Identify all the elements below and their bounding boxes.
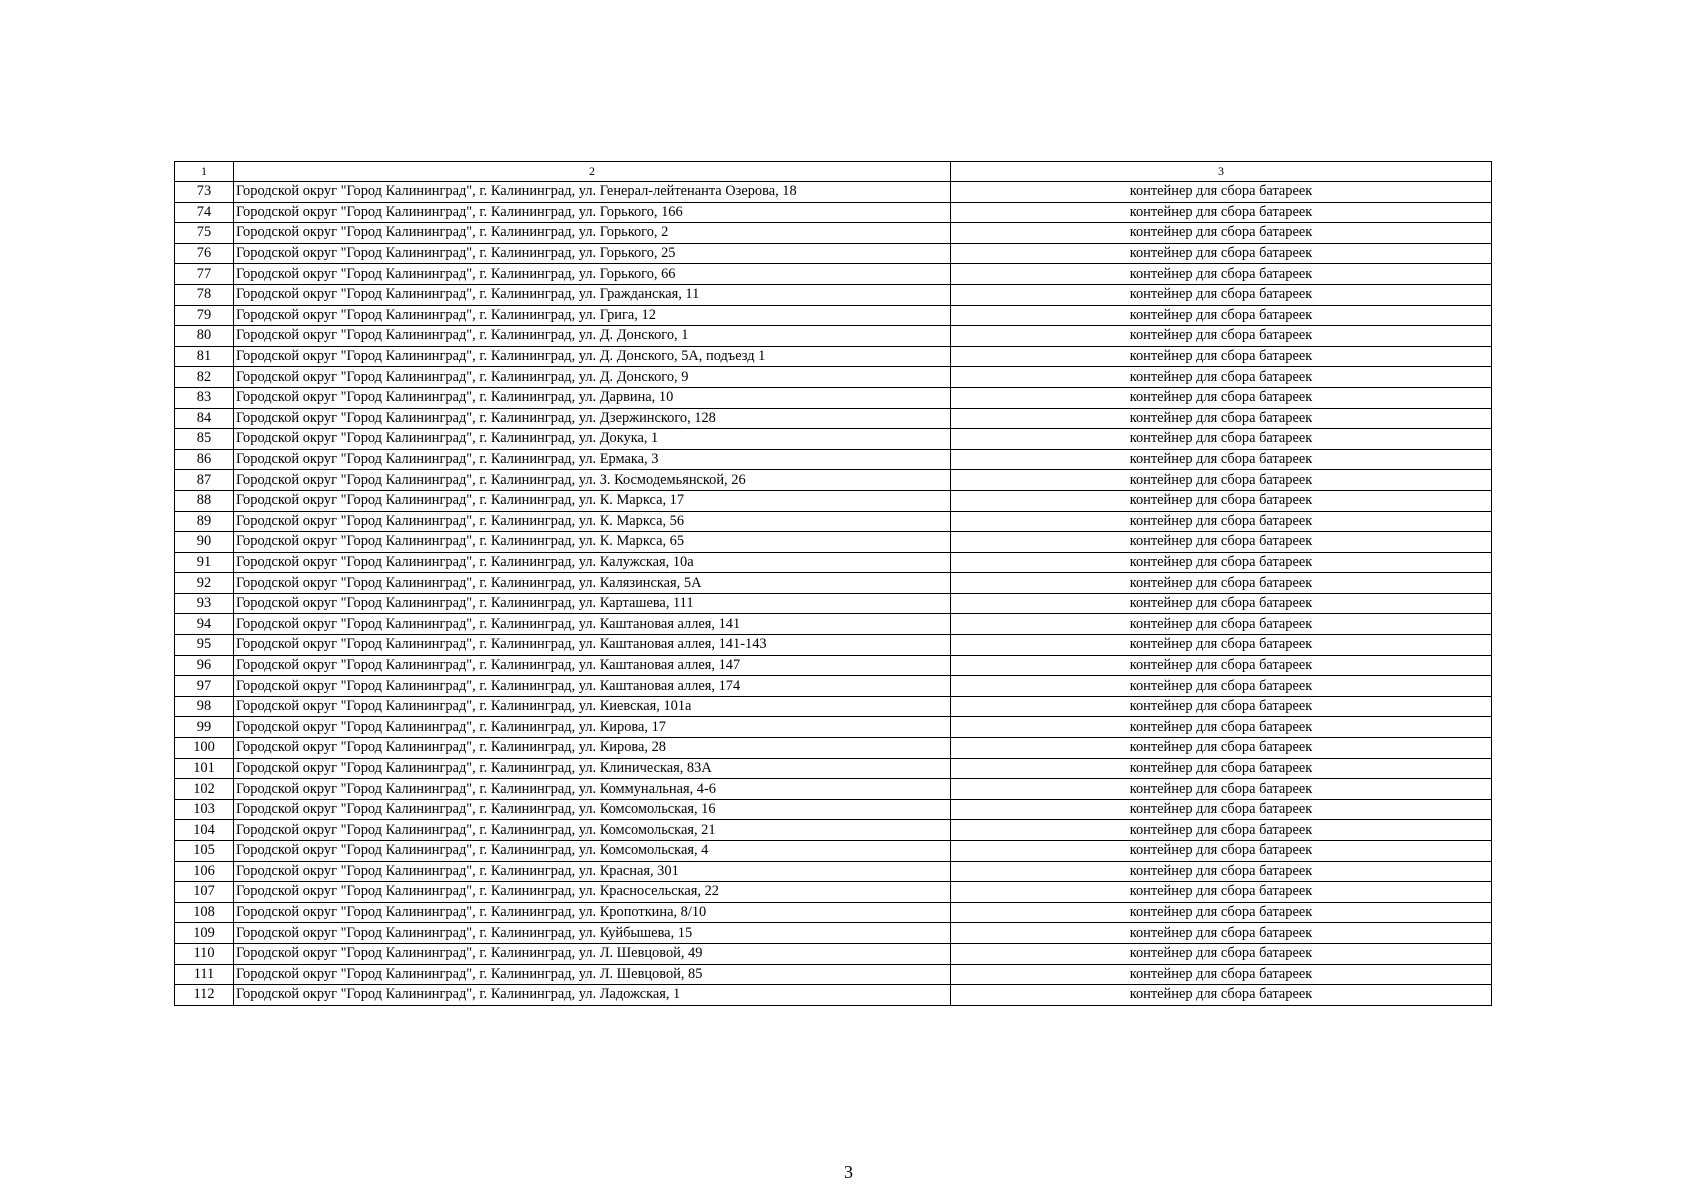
address-cell: Городской округ "Город Калининград", г. Калининград, ул. Ермака, 3 [234,449,951,470]
collection-points-table [174,161,1492,1006]
table-row [175,841,1492,862]
table-row [175,532,1492,553]
object-type-cell: контейнер для сбора батареек [951,696,1492,717]
table-row [175,326,1492,347]
object-type-cell: контейнер для сбора батареек [951,470,1492,491]
object-type-cell: контейнер для сбора батареек [951,902,1492,923]
table-row [175,985,1492,1006]
object-type-cell: контейнер для сбора батареек [951,490,1492,511]
row-number-cell: 101 [175,758,234,779]
row-number-cell: 86 [175,449,234,470]
object-type-cell: контейнер для сбора батареек [951,799,1492,820]
table-row [175,635,1492,656]
row-number-cell: 74 [175,202,234,223]
object-type-cell: контейнер для сбора батареек [951,593,1492,614]
address-cell: Городской округ "Город Калининград", г. Калининград, ул. Д. Донского, 9 [234,367,951,388]
table-row [175,552,1492,573]
address-cell: Городской округ "Город Калининград", г. Калининград, ул. Комсомольская, 4 [234,841,951,862]
object-type-cell: контейнер для сбора батареек [951,758,1492,779]
address-cell: Городской округ "Город Калининград", г. Калининград, ул. Кирова, 17 [234,717,951,738]
address-cell: Городской округ "Город Калининград", г. Калининград, ул. Каштановая аллея, 141-143 [234,635,951,656]
object-type-cell: контейнер для сбора батареек [951,923,1492,944]
address-cell: Городской округ "Город Калининград", г. Калининград, ул. Ладожская, 1 [234,985,951,1006]
object-type-cell: контейнер для сбора батареек [951,243,1492,264]
object-type-cell: контейнер для сбора батареек [951,387,1492,408]
object-type-cell: контейнер для сбора батареек [951,820,1492,841]
table-row [175,902,1492,923]
row-number-cell: 83 [175,387,234,408]
table-row [175,449,1492,470]
row-number-cell: 106 [175,861,234,882]
row-number-cell: 84 [175,408,234,429]
row-number-cell: 111 [175,964,234,985]
address-cell: Городской округ "Город Калининград", г. Калининград, ул. Кирова, 28 [234,738,951,759]
object-type-cell: контейнер для сбора батареек [951,655,1492,676]
address-cell: Городской округ "Город Калининград", г. Калининград, ул. Докука, 1 [234,429,951,450]
row-number-cell: 96 [175,655,234,676]
row-number-cell: 88 [175,490,234,511]
table-row [175,820,1492,841]
object-type-cell: контейнер для сбора батареек [951,552,1492,573]
object-type-cell: контейнер для сбора батареек [951,264,1492,285]
address-cell: Городской округ "Город Калининград", г. Калининград, ул. Комсомольская, 21 [234,820,951,841]
object-type-cell: контейнер для сбора батареек [951,223,1492,244]
address-cell: Городской округ "Город Калининград", г. Калининград, ул. Горького, 66 [234,264,951,285]
address-cell: Городской округ "Город Калининград", г. Калининград, ул. Дзержинского, 128 [234,408,951,429]
row-number-cell: 85 [175,429,234,450]
address-cell: Городской округ "Город Калининград", г. Калининград, ул. Дарвина, 10 [234,387,951,408]
object-type-cell: контейнер для сбора батареек [951,861,1492,882]
address-cell: Городской округ "Город Калининград", г. Калининград, ул. Киевская, 101а [234,696,951,717]
table-row [175,182,1492,203]
address-cell: Городской округ "Город Калининград", г. Калининград, ул. Каштановая аллея, 174 [234,676,951,697]
object-type-cell: контейнер для сбора батареек [951,676,1492,697]
table-row [175,202,1492,223]
address-cell: Городской округ "Город Калининград", г. Калининград, ул. Горького, 2 [234,223,951,244]
table-row [175,923,1492,944]
row-number-cell: 77 [175,264,234,285]
object-type-cell: контейнер для сбора батареек [951,284,1492,305]
row-number-cell: 91 [175,552,234,573]
table-row [175,593,1492,614]
address-cell: Городской округ "Город Калининград", г. Калининград, ул. Л. Шевцовой, 49 [234,943,951,964]
address-cell: Городской округ "Город Калининград", г. Калининград, ул. К. Маркса, 65 [234,532,951,553]
address-cell: Городской округ "Город Калининград", г. Калининград, ул. Калужская, 10а [234,552,951,573]
object-type-cell: контейнер для сбора батареек [951,738,1492,759]
object-type-cell: контейнер для сбора батареек [951,182,1492,203]
object-type-cell: контейнер для сбора батареек [951,573,1492,594]
row-number-cell: 104 [175,820,234,841]
address-cell: Городской округ "Город Калининград", г. Калининград, ул. Красносельская, 22 [234,882,951,903]
address-cell: Городской округ "Город Калининград", г. Калининград, ул. Коммунальная, 4-6 [234,779,951,800]
row-number-cell: 98 [175,696,234,717]
row-number-cell: 89 [175,511,234,532]
header-cell-2: 2 [234,162,951,182]
table-row [175,717,1492,738]
object-type-cell: контейнер для сбора батареек [951,614,1492,635]
table-body [175,162,1492,1006]
row-number-cell: 73 [175,182,234,203]
page-number: 3 [844,1162,853,1182]
address-cell: Городской округ "Город Калининград", г. Калининград, ул. Карташева, 111 [234,593,951,614]
table-row [175,861,1492,882]
address-cell: Городской округ "Город Калининград", г. Калининград, ул. К. Маркса, 56 [234,511,951,532]
address-cell: Городской округ "Город Калининград", г. Калининград, ул. Горького, 25 [234,243,951,264]
row-number-cell: 100 [175,738,234,759]
object-type-cell: контейнер для сбора батареек [951,429,1492,450]
address-cell: Городской округ "Город Калининград", г. Калининград, ул. Калязинская, 5А [234,573,951,594]
object-type-cell: контейнер для сбора батареек [951,511,1492,532]
object-type-cell: контейнер для сбора батареек [951,943,1492,964]
object-type-cell: контейнер для сбора батареек [951,841,1492,862]
table-row [175,964,1492,985]
address-cell: Городской округ "Город Калининград", г. Калининград, ул. Кропоткина, 8/10 [234,902,951,923]
row-number-cell: 93 [175,593,234,614]
table-row [175,738,1492,759]
object-type-cell: контейнер для сбора батареек [951,202,1492,223]
row-number-cell: 110 [175,943,234,964]
row-number-cell: 94 [175,614,234,635]
object-type-cell: контейнер для сбора батареек [951,532,1492,553]
address-cell: Городской округ "Город Калининград", г. Калининград, ул. Гражданская, 11 [234,284,951,305]
row-number-cell: 105 [175,841,234,862]
table-row [175,943,1492,964]
row-number-cell: 76 [175,243,234,264]
address-cell: Городской округ "Город Калининград", г. Калининград, ул. Генерал-лейтенанта Озерова, 18 [234,182,951,203]
row-number-cell: 78 [175,284,234,305]
address-cell: Городской округ "Город Калининград", г. Калининград, ул. Д. Донского, 5А, подъезд 1 [234,346,951,367]
table-row [175,676,1492,697]
object-type-cell: контейнер для сбора батареек [951,408,1492,429]
table-row [175,490,1492,511]
row-number-cell: 112 [175,985,234,1006]
table-row [175,223,1492,244]
object-type-cell: контейнер для сбора батареек [951,779,1492,800]
row-number-cell: 99 [175,717,234,738]
header-cell-3: 3 [951,162,1492,182]
table-row [175,758,1492,779]
table-header-row [175,162,1492,182]
table-row [175,367,1492,388]
table-row [175,387,1492,408]
object-type-cell: контейнер для сбора батареек [951,635,1492,656]
table-row [175,511,1492,532]
row-number-cell: 90 [175,532,234,553]
address-cell: Городской округ "Город Калининград", г. Калининград, ул. Каштановая аллея, 141 [234,614,951,635]
object-type-cell: контейнер для сбора батареек [951,985,1492,1006]
row-number-cell: 109 [175,923,234,944]
address-cell: Городской округ "Город Калининград", г. Калининград, ул. Д. Донского, 1 [234,326,951,347]
address-cell: Городской округ "Город Калининград", г. Калининград, ул. Куйбышева, 15 [234,923,951,944]
row-number-cell: 81 [175,346,234,367]
table-row [175,573,1492,594]
row-number-cell: 108 [175,902,234,923]
table-row [175,799,1492,820]
table-row [175,264,1492,285]
table-row [175,882,1492,903]
row-number-cell: 82 [175,367,234,388]
address-cell: Городской округ "Город Калининград", г. Калининград, ул. Горького, 166 [234,202,951,223]
address-cell: Городской округ "Город Калининград", г. Калининград, ул. Грига, 12 [234,305,951,326]
table-row [175,346,1492,367]
row-number-cell: 95 [175,635,234,656]
row-number-cell: 97 [175,676,234,697]
table-row [175,655,1492,676]
address-cell: Городской округ "Город Калининград", г. Калининград, ул. З. Космодемьянской, 26 [234,470,951,491]
address-cell: Городской округ "Город Калининград", г. Калининград, ул. К. Маркса, 17 [234,490,951,511]
table-row [175,305,1492,326]
address-cell: Городской округ "Город Калининград", г. Калининград, ул. Красная, 301 [234,861,951,882]
object-type-cell: контейнер для сбора батареек [951,717,1492,738]
object-type-cell: контейнер для сбора батареек [951,367,1492,388]
object-type-cell: контейнер для сбора батареек [951,449,1492,470]
object-type-cell: контейнер для сбора батареек [951,964,1492,985]
row-number-cell: 107 [175,882,234,903]
address-cell: Городской округ "Город Калининград", г. Калининград, ул. Комсомольская, 16 [234,799,951,820]
row-number-cell: 92 [175,573,234,594]
header-cell-1: 1 [175,162,234,182]
table-row [175,779,1492,800]
object-type-cell: контейнер для сбора батареек [951,326,1492,347]
row-number-cell: 102 [175,779,234,800]
object-type-cell: контейнер для сбора батареек [951,346,1492,367]
row-number-cell: 80 [175,326,234,347]
table-row [175,284,1492,305]
address-cell: Городской округ "Город Калининград", г. Калининград, ул. Каштановая аллея, 147 [234,655,951,676]
table-row [175,614,1492,635]
row-number-cell: 87 [175,470,234,491]
table-row [175,470,1492,491]
address-cell: Городской округ "Город Калининград", г. Калининград, ул. Клиническая, 83А [234,758,951,779]
row-number-cell: 103 [175,799,234,820]
table-row [175,696,1492,717]
table-row [175,243,1492,264]
table-row [175,429,1492,450]
table-row [175,408,1492,429]
address-cell: Городской округ "Город Калининград", г. Калининград, ул. Л. Шевцовой, 85 [234,964,951,985]
row-number-cell: 75 [175,223,234,244]
object-type-cell: контейнер для сбора батареек [951,882,1492,903]
row-number-cell: 79 [175,305,234,326]
object-type-cell: контейнер для сбора батареек [951,305,1492,326]
